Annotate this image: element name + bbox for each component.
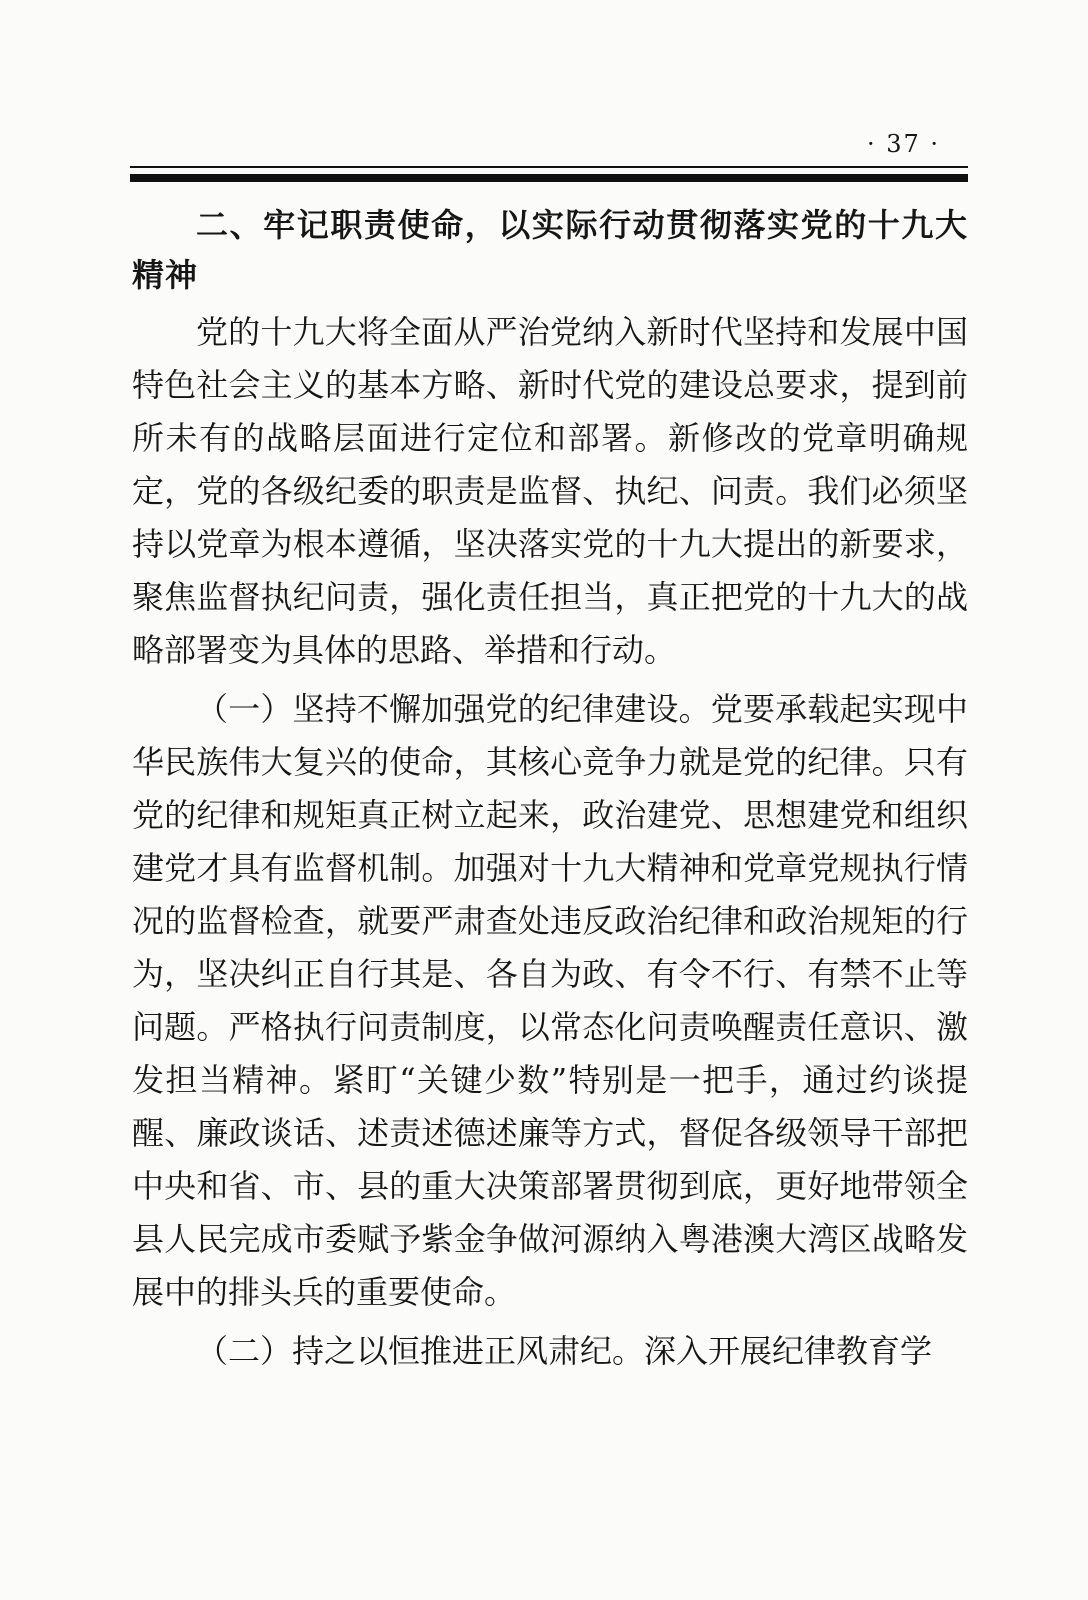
paragraph-3-lead: （二）持之以恒推进正风肃纪。 <box>196 1332 645 1370</box>
paragraph-2-lead: （一）坚持不懈加强党的纪律建设。 <box>196 690 711 728</box>
paragraph-1 <box>132 306 968 677</box>
paragraph-1-text: 党的十九大将全面从严治党纳入新时代坚持和发展中国特色社会主义的基本方略、新时代党的建设总要求，提到前所未有的战略层面进行定位和部署。新修改的党章明确规定，党的各级纪委的职责是监督、执纪、问责。我们必须坚持以党章为根本遵循，坚决落实党的十九大提出的新要求，聚焦监督执纪问责，强化责任担当，真正把党的十九大的战略部署变为具体的思路、举措和行动。 <box>132 313 968 669</box>
page-number: · 37 · <box>866 130 940 158</box>
header-rule-thin <box>130 166 968 168</box>
section-heading: 二、牢记职责使命，以实际行动贯彻落实党的十九大精神 <box>132 206 968 294</box>
paragraph-3-text: 深入开展纪律教育学 <box>644 1332 933 1370</box>
paragraph-2-text: 党要承载起实现中华民族伟大复兴的使命，其核心竞争力就是党的纪律。只有党的纪律和规矩真正树立起来，政治建党、思想建党和组织建党才具有监督机制。加强对十九大精神和党章党规执行情况的监督检查，就要严肃查处违反政治纪律和政治规矩的行为，坚决纠正自行其是、各自为政、有令不行、有禁不止等问题。严格执行问责制度，以常态化问责唤醒责任意识、激发担当精神。紧盯“关键少数”特别是一把手，通过约谈提醒、廉政谈话、述责述德述廉等方式，督促各级领导干部把中央和省、市、县的重大决策部署贯彻到底，更好地带领全县人民完成市委赋予紫金争做河源纳入粤港澳大湾区战略发展中的排头兵的重要使命。 <box>132 690 968 1311</box>
header-rule-thick <box>130 174 968 182</box>
paragraph-3 <box>132 1325 968 1378</box>
paragraph-2 <box>132 683 968 1319</box>
page-body <box>132 200 968 1378</box>
